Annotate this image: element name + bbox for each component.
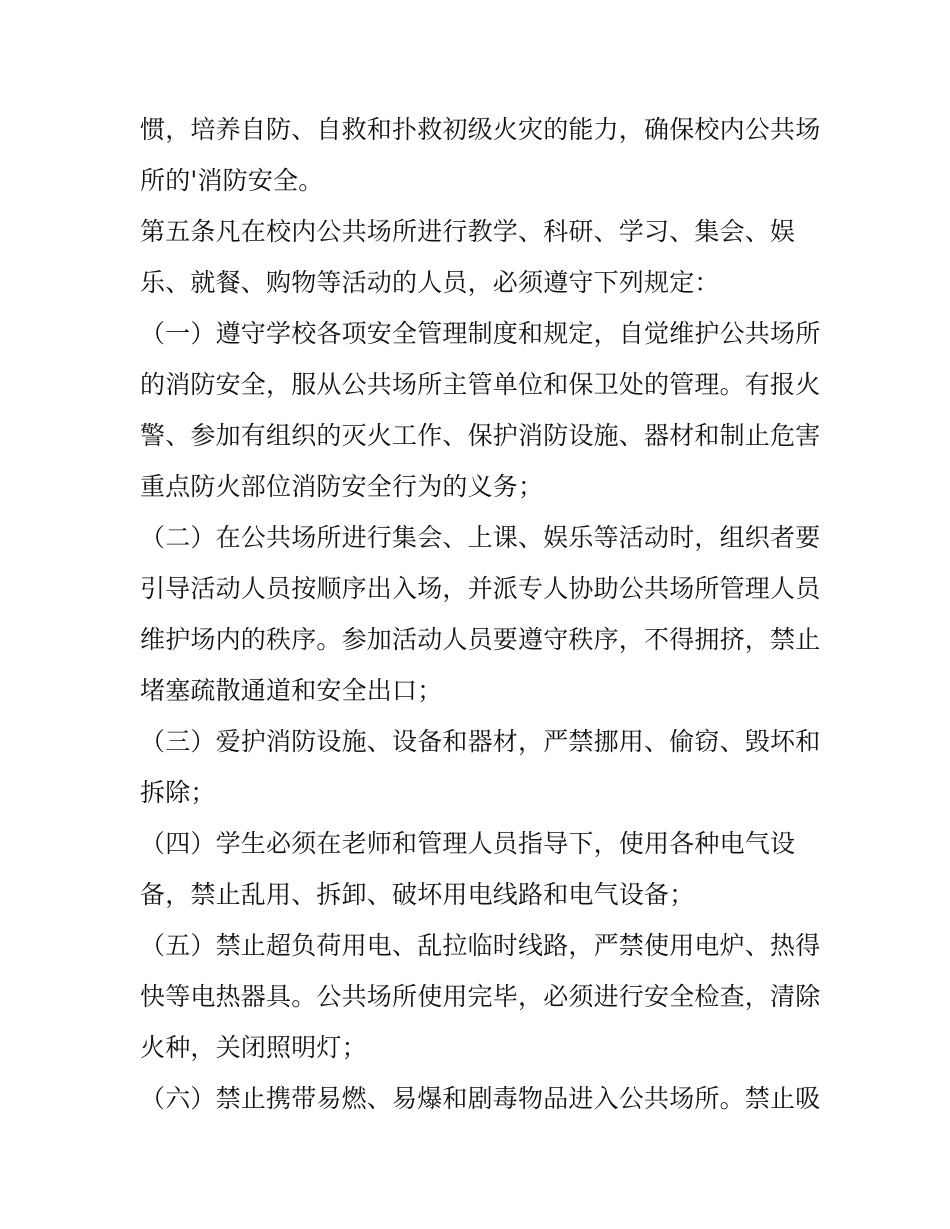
text-line: 第五条凡在校内公共场所进行教学、科研、学习、集会、娱 bbox=[140, 217, 796, 246]
text-line: 拆除； bbox=[140, 778, 216, 807]
text-line: 警、参加有组织的灭火工作、保护消防设施、器材和制止危害 bbox=[140, 421, 821, 450]
text-line: 重点防火部位消防安全行为的义务； bbox=[140, 472, 544, 501]
text-line: （一）遵守学校各项安全管理制度和规定，自觉维护公共场所 bbox=[140, 319, 821, 348]
text-line: （四）学生必须在老师和管理人员指导下，使用各种电气设 bbox=[140, 829, 796, 858]
text-line: 火种，关闭照明灯； bbox=[140, 1033, 367, 1062]
text-line: 备，禁止乱用、拆卸、破坏用电线路和电气设备； bbox=[140, 880, 695, 909]
text-line: （五）禁止超负荷用电、乱拉临时线路，严禁使用电炉、热得 bbox=[140, 931, 821, 960]
text-line: 快等电热器具。公共场所使用完毕，必须进行安全检查，清除 bbox=[140, 982, 821, 1011]
text-line: 所的'消防安全。 bbox=[140, 166, 324, 195]
text-line: 维护场内的秩序。参加活动人员要遵守秩序，不得拥挤，禁止 bbox=[140, 625, 821, 654]
text-line: （三）爱护消防设施、设备和器材，严禁挪用、偷窃、毁坏和 bbox=[140, 727, 821, 756]
text-line: （六）禁止携带易燃、易爆和剧毒物品进入公共场所。禁止吸 bbox=[140, 1084, 821, 1113]
document-body bbox=[140, 104, 820, 1124]
text-line: 乐、就餐、购物等活动的人员，必须遵守下列规定： bbox=[140, 268, 720, 297]
text-line: 引导活动人员按顺序出入场，并派专人协助公共场所管理人员 bbox=[140, 574, 821, 603]
text-line: （二）在公共场所进行集会、上课、娱乐等活动时，组织者要 bbox=[140, 523, 821, 552]
text-line: 惯，培养自防、自救和扑救初级火灾的能力，确保校内公共场 bbox=[140, 115, 821, 144]
text-line: 堵塞疏散通道和安全出口； bbox=[140, 676, 443, 705]
text-line: 的消防安全，服从公共场所主管单位和保卫处的管理。有报火 bbox=[140, 370, 821, 399]
